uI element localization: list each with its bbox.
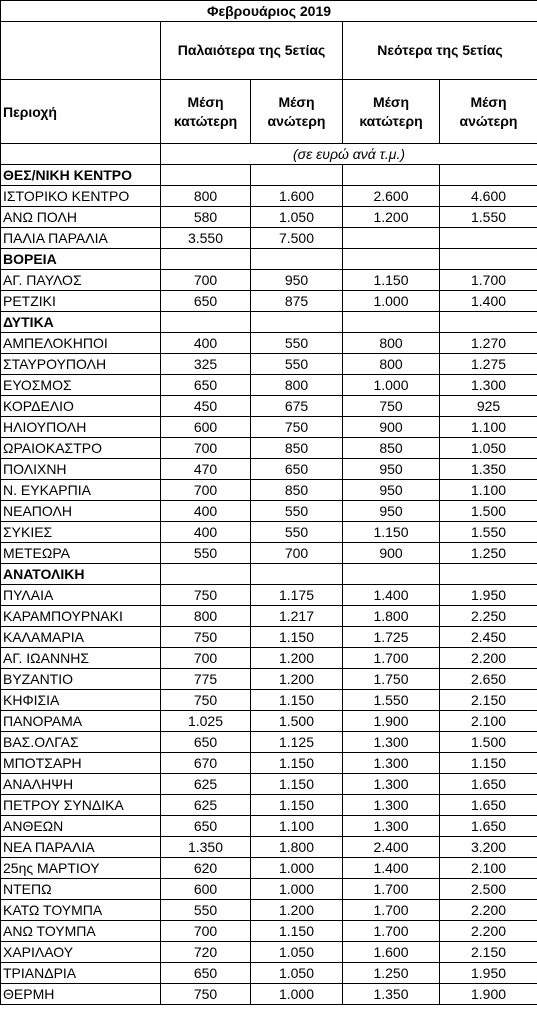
older-avg-low-cell: 400 — [161, 333, 251, 354]
older-avg-low-cell: 3.550 — [161, 228, 251, 249]
newer-avg-low-cell: 1.000 — [343, 375, 440, 396]
area-name: ΑΜΠΕΛΟΚΗΠΟΙ — [1, 333, 161, 354]
newer-avg-high-cell: 1.275 — [440, 354, 537, 375]
table-row — [1, 963, 537, 984]
area-name: ΑΓ. ΙΩΑΝΝΗΣ — [1, 648, 161, 669]
newer-avg-low-cell: 1.725 — [343, 627, 440, 648]
area-name: ΙΣΤΟΡΙΚΟ ΚΕΝΤΡΟ — [1, 186, 161, 207]
newer-avg-low-cell: 1.800 — [343, 606, 440, 627]
table-row — [1, 270, 537, 291]
older-avg-high-cell: 1.150 — [251, 795, 343, 816]
older-avg-low-cell: 470 — [161, 459, 251, 480]
older-avg-low-cell: 700 — [161, 921, 251, 942]
table-row — [1, 900, 537, 921]
newer-avg-low-cell: 800 — [343, 354, 440, 375]
older-avg-low-cell: 750 — [161, 690, 251, 711]
table-row — [1, 333, 537, 354]
newer-avg-low-cell: 1.300 — [343, 753, 440, 774]
table-row — [1, 207, 537, 228]
newer-avg-high-cell: 2.100 — [440, 711, 537, 732]
newer-avg-high-cell: 1.650 — [440, 816, 537, 837]
table-row — [1, 837, 537, 858]
older-avg-low-cell — [161, 165, 251, 186]
area-name: ΘΕΡΜΗ — [1, 984, 161, 1005]
newer-header: Νεότερα της 5ετίας — [343, 22, 537, 80]
newer-avg-high-cell: 1.100 — [440, 480, 537, 501]
area-name: ΧΑΡΙΛΑΟΥ — [1, 942, 161, 963]
older-avg-high-cell: 1.100 — [251, 816, 343, 837]
older-avg-high-cell: 1.000 — [251, 879, 343, 900]
older-avg-low-cell: 750 — [161, 984, 251, 1005]
newer-avg-high-cell: 2.100 — [440, 858, 537, 879]
area-name: ΠΑΝΟΡΑΜΑ — [1, 711, 161, 732]
older-avg-high-cell: 950 — [251, 270, 343, 291]
section-name: ΘΕΣ/ΝΙΚΗ ΚΕΝΤΡΟ — [1, 165, 161, 186]
area-name: ΕΥΟΣΜΟΣ — [1, 375, 161, 396]
older-avg-low-cell: 650 — [161, 375, 251, 396]
group-header-row — [1, 22, 537, 80]
older-avg-low-cell: 600 — [161, 879, 251, 900]
newer-avg-high-cell: 1.550 — [440, 522, 537, 543]
older-avg-low-cell: 700 — [161, 438, 251, 459]
newer-avg-low-cell: 1.600 — [343, 942, 440, 963]
older-avg-high-cell: 1.150 — [251, 921, 343, 942]
newer-avg-high-cell: 2.450 — [440, 627, 537, 648]
older-avg-high-cell: 1.800 — [251, 837, 343, 858]
older-avg-high-cell: 7.500 — [251, 228, 343, 249]
older-avg-high-cell: 750 — [251, 417, 343, 438]
area-name: ΚΟΡΔΕΛΙΟ — [1, 396, 161, 417]
newer-avg-low-cell: 1.300 — [343, 774, 440, 795]
older-avg-high-cell: 800 — [251, 375, 343, 396]
section-row — [1, 249, 537, 270]
newer-avg-low-cell — [343, 165, 440, 186]
newer-avg-high-cell: 1.270 — [440, 333, 537, 354]
table-row — [1, 774, 537, 795]
newer-avg-high-cell — [440, 165, 537, 186]
table-row — [1, 816, 537, 837]
older-avg-low-cell: 550 — [161, 900, 251, 921]
newer-avg-low-cell: 1.300 — [343, 795, 440, 816]
newer-avg-high-cell: 1.150 — [440, 753, 537, 774]
newer-avg-low-cell — [343, 564, 440, 585]
newer-avg-low-cell: 1.200 — [343, 207, 440, 228]
older-avg-high-cell: 1.150 — [251, 627, 343, 648]
older-avg-high-cell: 1.200 — [251, 669, 343, 690]
older-avg-low-cell: 1.350 — [161, 837, 251, 858]
newer-avg-low-cell: 1.700 — [343, 921, 440, 942]
newer-avg-low-cell: 1.400 — [343, 858, 440, 879]
older-avg-high-cell: 1.050 — [251, 963, 343, 984]
empty-unit-cell — [1, 144, 161, 165]
newer-avg-high-cell: 2.150 — [440, 690, 537, 711]
newer-avg-low-cell: 1.550 — [343, 690, 440, 711]
area-name: ΚΑΡΑΜΠΟΥΡΝΑΚΙ — [1, 606, 161, 627]
older-avg-low-cell: 800 — [161, 606, 251, 627]
newer-avg-high-cell: 3.200 — [440, 837, 537, 858]
older-avg-low-cell: 775 — [161, 669, 251, 690]
older-avg-high-cell — [251, 249, 343, 270]
older-avg-low-cell: 580 — [161, 207, 251, 228]
older-avg-high-cell: 1.150 — [251, 774, 343, 795]
older-avg-low-cell: 400 — [161, 501, 251, 522]
section-row — [1, 312, 537, 333]
older-avg-high-cell: 1.150 — [251, 753, 343, 774]
newer-avg-high-cell: 1.050 — [440, 438, 537, 459]
newer-avg-high-cell: 1.250 — [440, 543, 537, 564]
newer-avg-high-cell — [440, 564, 537, 585]
newer-avg-high-cell — [440, 249, 537, 270]
newer-avg-low-cell: 1.000 — [343, 291, 440, 312]
older-avg-low-cell: 550 — [161, 543, 251, 564]
table-row — [1, 291, 537, 312]
newer-avg-high-cell: 1.900 — [440, 984, 537, 1005]
older-avg-high-cell: 1.500 — [251, 711, 343, 732]
older-avg-low-cell: 600 — [161, 417, 251, 438]
newer-avg-high-cell: 1.500 — [440, 501, 537, 522]
older-avg-low-cell: 400 — [161, 522, 251, 543]
older-avg-low-cell: 625 — [161, 795, 251, 816]
section-name: ΑΝΑΤΟΛΙΚΗ — [1, 564, 161, 585]
table-row — [1, 753, 537, 774]
section-row — [1, 165, 537, 186]
table-row — [1, 648, 537, 669]
area-name: ΗΛΙΟΥΠΟΛΗ — [1, 417, 161, 438]
older-avg-high-cell: 1.200 — [251, 648, 343, 669]
newer-avg-high-cell: 1.500 — [440, 732, 537, 753]
table-row — [1, 711, 537, 732]
title-row — [1, 1, 537, 22]
older-avg-low-cell — [161, 249, 251, 270]
newer-avg-low-cell: 900 — [343, 417, 440, 438]
table-row — [1, 606, 537, 627]
area-name: ΠΕΤΡΟΥ ΣΥΝΔΙΚΑ — [1, 795, 161, 816]
newer-avg-high-cell: 2.200 — [440, 921, 537, 942]
area-name: ΒΑΣ.ΟΛΓΑΣ — [1, 732, 161, 753]
newer-avg-low-cell: 900 — [343, 543, 440, 564]
older-avg-low-cell: 700 — [161, 480, 251, 501]
older-avg-low-cell: 625 — [161, 774, 251, 795]
newer-avg-low-cell: 1.750 — [343, 669, 440, 690]
section-name: ΒΟΡΕΙΑ — [1, 249, 161, 270]
table-row — [1, 501, 537, 522]
area-name: ΠΥΛΑΙΑ — [1, 585, 161, 606]
newer-avg-high-cell: 1.400 — [440, 291, 537, 312]
table-row — [1, 942, 537, 963]
older-avg-high-cell: 1.050 — [251, 207, 343, 228]
newer-avg-low-cell: 1.700 — [343, 648, 440, 669]
empty-header-cell — [1, 22, 161, 80]
older-avg-high-cell: 850 — [251, 480, 343, 501]
area-name: ΣΤΑΥΡΟΥΠΟΛΗ — [1, 354, 161, 375]
area-name: ΚΑΤΩ ΤΟΥΜΠΑ — [1, 900, 161, 921]
table-row — [1, 459, 537, 480]
older-avg-low-cell: 650 — [161, 291, 251, 312]
older-avg-low-cell: 670 — [161, 753, 251, 774]
newer-avg-high-cell: 2.250 — [440, 606, 537, 627]
older-avg-high-cell — [251, 312, 343, 333]
area-name: 25ης ΜΑΡΤΙΟΥ — [1, 858, 161, 879]
newer-avg-high-cell: 925 — [440, 396, 537, 417]
newer-avg-low-cell: 950 — [343, 459, 440, 480]
table-row — [1, 585, 537, 606]
table-row — [1, 354, 537, 375]
older-avg-high-cell: 1.125 — [251, 732, 343, 753]
newer-avg-low-cell: 1.700 — [343, 879, 440, 900]
table-row — [1, 921, 537, 942]
area-name: ΑΝΩ ΠΟΛΗ — [1, 207, 161, 228]
newer-avg-low-cell: 800 — [343, 333, 440, 354]
table-row — [1, 417, 537, 438]
newer-avg-low-cell — [343, 249, 440, 270]
newer-avg-high-cell: 1.650 — [440, 795, 537, 816]
column-header-row — [1, 80, 537, 144]
older-avg-low-cell: 325 — [161, 354, 251, 375]
area-name: ΝΕΑΠΟΛΗ — [1, 501, 161, 522]
table-row — [1, 858, 537, 879]
older-avg-high-cell: 1.000 — [251, 984, 343, 1005]
table-row — [1, 690, 537, 711]
older-avg-high-header: Μέση ανώτερη — [251, 80, 343, 144]
older-avg-high-cell: 1.217 — [251, 606, 343, 627]
older-avg-high-cell: 850 — [251, 438, 343, 459]
newer-avg-high-cell: 1.550 — [440, 207, 537, 228]
newer-avg-low-cell: 1.350 — [343, 984, 440, 1005]
area-name: ΠΟΛΙΧΝΗ — [1, 459, 161, 480]
older-avg-low-cell: 700 — [161, 648, 251, 669]
older-avg-low-cell: 650 — [161, 816, 251, 837]
newer-avg-low-cell — [343, 312, 440, 333]
older-avg-high-cell: 550 — [251, 522, 343, 543]
newer-avg-high-cell: 1.950 — [440, 585, 537, 606]
older-avg-high-cell — [251, 564, 343, 585]
older-avg-high-cell: 700 — [251, 543, 343, 564]
newer-avg-low-cell: 1.700 — [343, 900, 440, 921]
table-row — [1, 480, 537, 501]
newer-avg-high-cell: 2.150 — [440, 942, 537, 963]
table-row — [1, 879, 537, 900]
area-name: ΑΝΩ ΤΟΥΜΠΑ — [1, 921, 161, 942]
newer-avg-low-cell: 1.250 — [343, 963, 440, 984]
area-name: ΜΕΤΕΩΡΑ — [1, 543, 161, 564]
area-name: ΩΡΑΙΟΚΑΣΤΡΟ — [1, 438, 161, 459]
area-name: ΣΥΚΙΕΣ — [1, 522, 161, 543]
area-name: ΑΓ. ΠΑΥΛΟΣ — [1, 270, 161, 291]
older-avg-high-cell: 550 — [251, 333, 343, 354]
newer-avg-low-cell: 2.600 — [343, 186, 440, 207]
older-avg-low-cell — [161, 564, 251, 585]
newer-avg-high-cell: 1.100 — [440, 417, 537, 438]
newer-avg-high-cell: 1.650 — [440, 774, 537, 795]
table-row — [1, 732, 537, 753]
newer-avg-high-header: Μέση ανώτερη — [440, 80, 537, 144]
older-avg-low-cell: 650 — [161, 732, 251, 753]
older-avg-low-cell: 620 — [161, 858, 251, 879]
area-name: ΤΡΙΑΝΔΡΙΑ — [1, 963, 161, 984]
older-avg-low-cell: 450 — [161, 396, 251, 417]
newer-avg-high-cell: 1.350 — [440, 459, 537, 480]
newer-avg-high-cell — [440, 312, 537, 333]
section-row — [1, 564, 537, 585]
newer-avg-low-cell — [343, 228, 440, 249]
newer-avg-low-cell: 850 — [343, 438, 440, 459]
table-row — [1, 522, 537, 543]
table-row — [1, 795, 537, 816]
area-name: ΒΥΖΑΝΤΙΟ — [1, 669, 161, 690]
newer-avg-low-cell: 1.150 — [343, 522, 440, 543]
newer-avg-low-cell: 950 — [343, 480, 440, 501]
newer-avg-high-cell — [440, 228, 537, 249]
area-name: ΝΕΑ ΠΑΡΑΛΙΑ — [1, 837, 161, 858]
newer-avg-low-cell: 750 — [343, 396, 440, 417]
older-header: Παλαιότερα της 5ετίας — [161, 22, 343, 80]
older-avg-low-cell: 1.025 — [161, 711, 251, 732]
newer-avg-high-cell: 1.700 — [440, 270, 537, 291]
older-avg-high-cell: 875 — [251, 291, 343, 312]
older-avg-low-cell — [161, 312, 251, 333]
area-name: ΜΠΟΤΣΑΡΗ — [1, 753, 161, 774]
older-avg-low-header: Μέση κατώτερη — [161, 80, 251, 144]
table-title: Φεβρουάριος 2019 — [1, 1, 537, 22]
older-avg-low-cell: 750 — [161, 585, 251, 606]
newer-avg-low-cell: 1.300 — [343, 732, 440, 753]
newer-avg-high-cell: 2.500 — [440, 879, 537, 900]
newer-avg-high-cell: 1.300 — [440, 375, 537, 396]
newer-avg-low-cell: 1.300 — [343, 816, 440, 837]
section-name: ΔΥΤΙΚΑ — [1, 312, 161, 333]
table-row — [1, 543, 537, 564]
table-row — [1, 438, 537, 459]
table-row — [1, 396, 537, 417]
older-avg-high-cell: 675 — [251, 396, 343, 417]
newer-avg-low-header: Μέση κατώτερη — [343, 80, 440, 144]
older-avg-low-cell: 720 — [161, 942, 251, 963]
older-avg-low-cell: 800 — [161, 186, 251, 207]
older-avg-high-cell: 550 — [251, 501, 343, 522]
older-avg-low-cell: 650 — [161, 963, 251, 984]
table-row — [1, 228, 537, 249]
newer-avg-high-cell: 2.650 — [440, 669, 537, 690]
table-row — [1, 669, 537, 690]
newer-avg-low-cell: 1.900 — [343, 711, 440, 732]
older-avg-low-cell: 700 — [161, 270, 251, 291]
unit-row — [1, 144, 537, 165]
table-row — [1, 984, 537, 1005]
area-name: Ν. ΕΥΚΑΡΠΙΑ — [1, 480, 161, 501]
area-name: ΡΕΤΖΙΚΙ — [1, 291, 161, 312]
newer-avg-high-cell: 2.200 — [440, 648, 537, 669]
table-row — [1, 375, 537, 396]
area-name: ΑΝΘΕΩΝ — [1, 816, 161, 837]
unit-note: (σε ευρώ ανά τ.μ.) — [161, 144, 537, 165]
newer-avg-high-cell: 1.950 — [440, 963, 537, 984]
table-row — [1, 186, 537, 207]
newer-avg-high-cell: 4.600 — [440, 186, 537, 207]
area-name: ΠΑΛΙΑ ΠΑΡΑΛΙΑ — [1, 228, 161, 249]
older-avg-high-cell: 550 — [251, 354, 343, 375]
area-name: ΚΑΛΑΜΑΡΙΑ — [1, 627, 161, 648]
older-avg-high-cell — [251, 165, 343, 186]
older-avg-high-cell: 1.000 — [251, 858, 343, 879]
older-avg-high-cell: 1.050 — [251, 942, 343, 963]
region-header: Περιοχή — [1, 80, 161, 144]
newer-avg-high-cell: 2.200 — [440, 900, 537, 921]
older-avg-high-cell: 650 — [251, 459, 343, 480]
older-avg-low-cell: 750 — [161, 627, 251, 648]
newer-avg-low-cell: 1.150 — [343, 270, 440, 291]
older-avg-high-cell: 1.150 — [251, 690, 343, 711]
older-avg-high-cell: 1.200 — [251, 900, 343, 921]
newer-avg-low-cell: 950 — [343, 501, 440, 522]
area-name: ΝΤΕΠΩ — [1, 879, 161, 900]
table-row — [1, 627, 537, 648]
area-name: ΚΗΦΙΣΙΑ — [1, 690, 161, 711]
area-name: ΑΝΑΛΗΨΗ — [1, 774, 161, 795]
newer-avg-low-cell: 1.400 — [343, 585, 440, 606]
older-avg-high-cell: 1.600 — [251, 186, 343, 207]
older-avg-high-cell: 1.175 — [251, 585, 343, 606]
newer-avg-low-cell: 2.400 — [343, 837, 440, 858]
